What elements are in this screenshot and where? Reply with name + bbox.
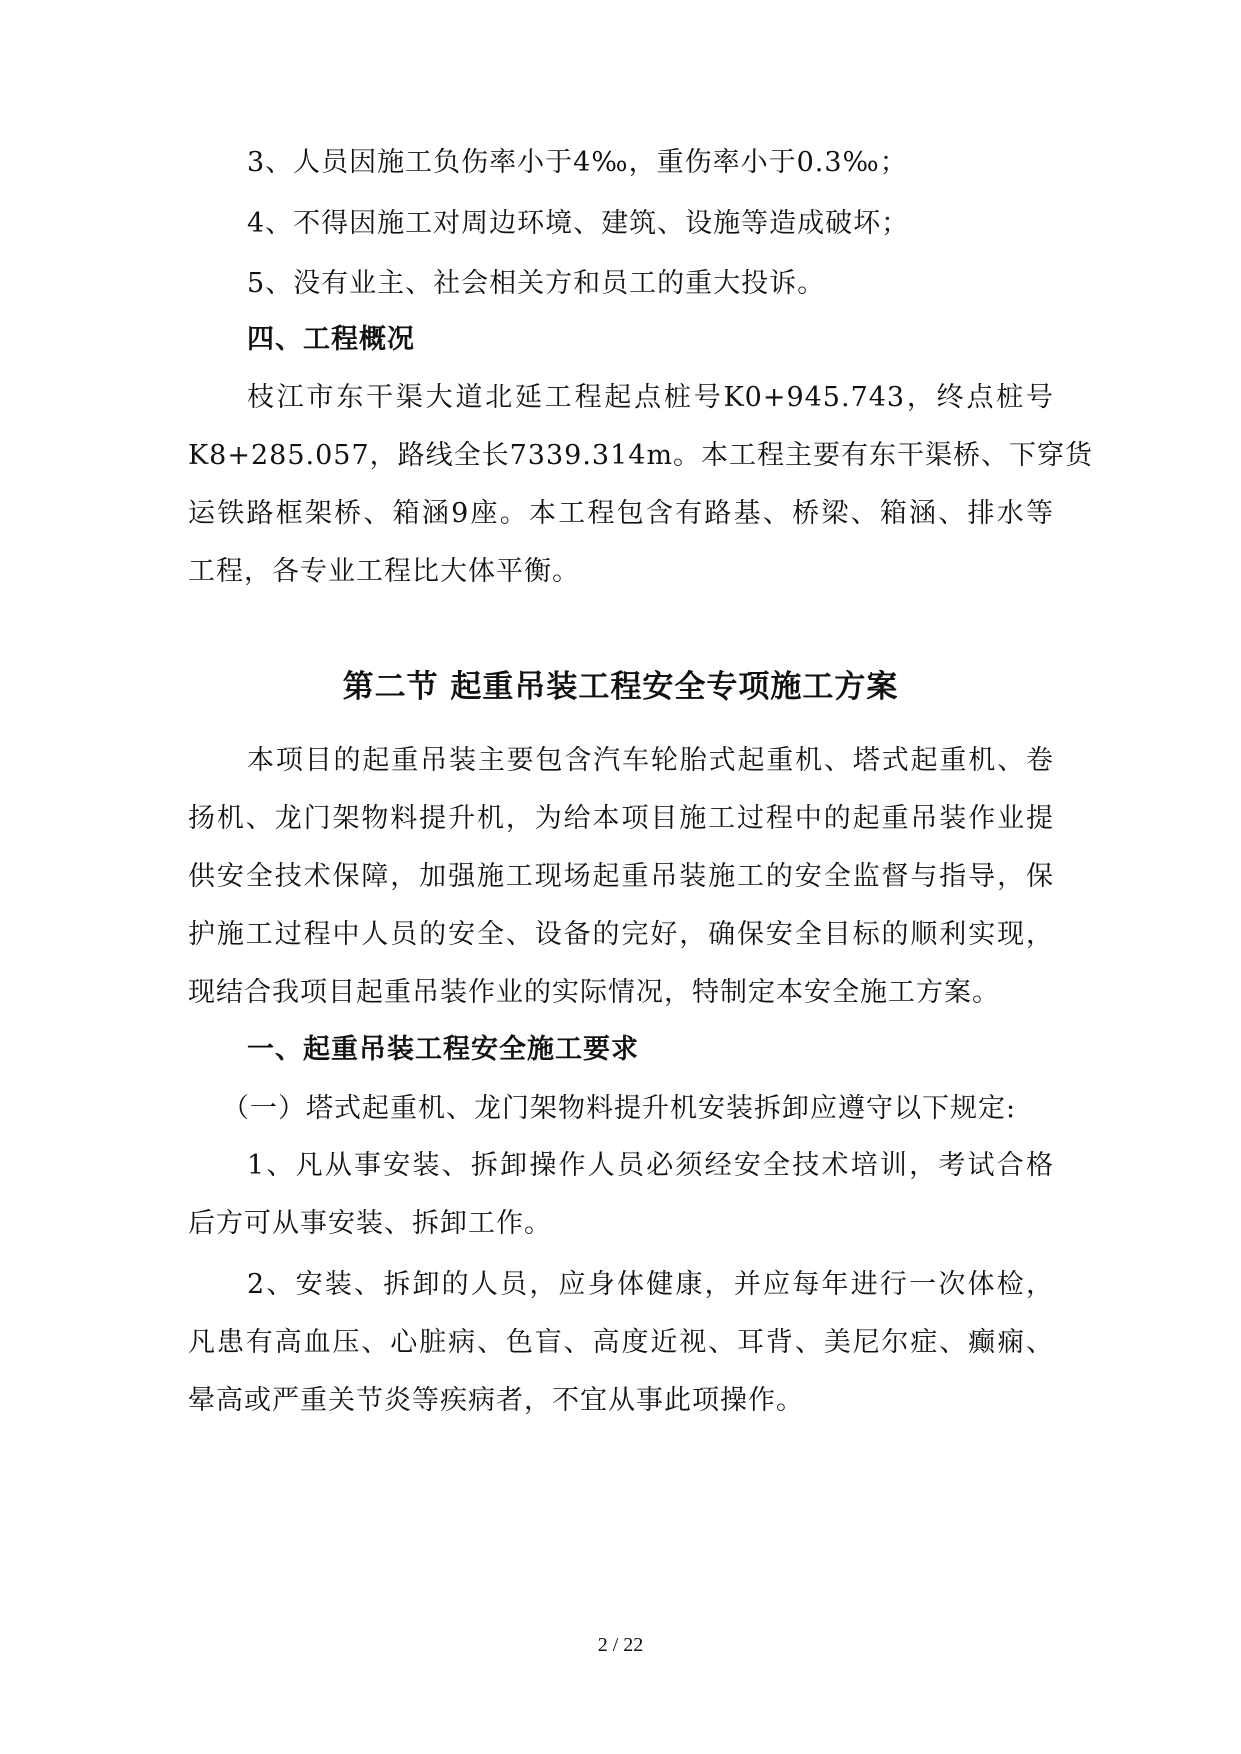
paragraph-overview-line-1: 枝江市东干渠大道北延工程起点桩号K0+945.743，终点桩号: [247, 382, 1054, 413]
rule-2-line-3: 晕高或严重关节炎等疾病者，不宜从事此项操作。: [188, 1385, 804, 1416]
paragraph-intro-line-4: 护施工过程中人员的安全、设备的完好，确保安全目标的顺利实现，: [188, 919, 1054, 950]
list-item-5: 5、没有业主、社会相关方和员工的重大投诉。: [247, 268, 826, 299]
paragraph-overview-line-3: 运铁路框架桥、箱涵9座。本工程包含有路基、桥梁、箱涵、排水等: [188, 498, 1054, 529]
subheading-crane-rules: （一）塔式起重机、龙门架物料提升机安装拆卸应遵守以下规定:: [222, 1093, 1017, 1124]
paragraph-overview-line-4: 工程，各专业工程比大体平衡。: [188, 556, 580, 587]
page-number: 2 / 22: [597, 1634, 644, 1656]
paragraph-overview-line-2: K8+285.057，路线全长7339.314m。本工程主要有东干渠桥、下穿货: [188, 440, 1094, 471]
paragraph-intro-line-2: 扬机、龙门架物料提升机，为给本项目施工过程中的起重吊装作业提: [188, 803, 1054, 834]
heading-safety-requirements: 一、起重吊装工程安全施工要求: [247, 1034, 639, 1065]
rule-1-line-2: 后方可从事安装、拆卸工作。: [188, 1208, 552, 1239]
paragraph-intro-line-1: 本项目的起重吊装主要包含汽车轮胎式起重机、塔式起重机、卷: [247, 745, 1054, 776]
list-item-4: 4、不得因施工对周边环境、建筑、设施等造成破坏；: [247, 208, 910, 239]
rule-2-line-1: 2、安装、拆卸的人员，应身体健康，并应每年进行一次体检，: [247, 1269, 1054, 1300]
rule-1-line-1: 1、凡从事安装、拆卸操作人员必须经安全技术培训，考试合格: [247, 1150, 1054, 1181]
list-item-3: 3、人员因施工负伤率小于4‰，重伤率小于0.3‰；: [247, 147, 908, 178]
paragraph-intro-line-3: 供安全技术保障，加强施工现场起重吊装施工的安全监督与指导，保: [188, 861, 1054, 892]
heading-project-overview: 四、工程概况: [247, 324, 415, 355]
rule-2-line-2: 凡患有高血压、心脏病、色盲、高度近视、耳背、美尼尔症、癫痫、: [188, 1327, 1054, 1358]
section-title: 第二节 起重吊装工程安全专项施工方案: [342, 669, 899, 705]
paragraph-intro-line-5: 现结合我项目起重吊装作业的实际情况，特制定本安全施工方案。: [188, 977, 1000, 1008]
